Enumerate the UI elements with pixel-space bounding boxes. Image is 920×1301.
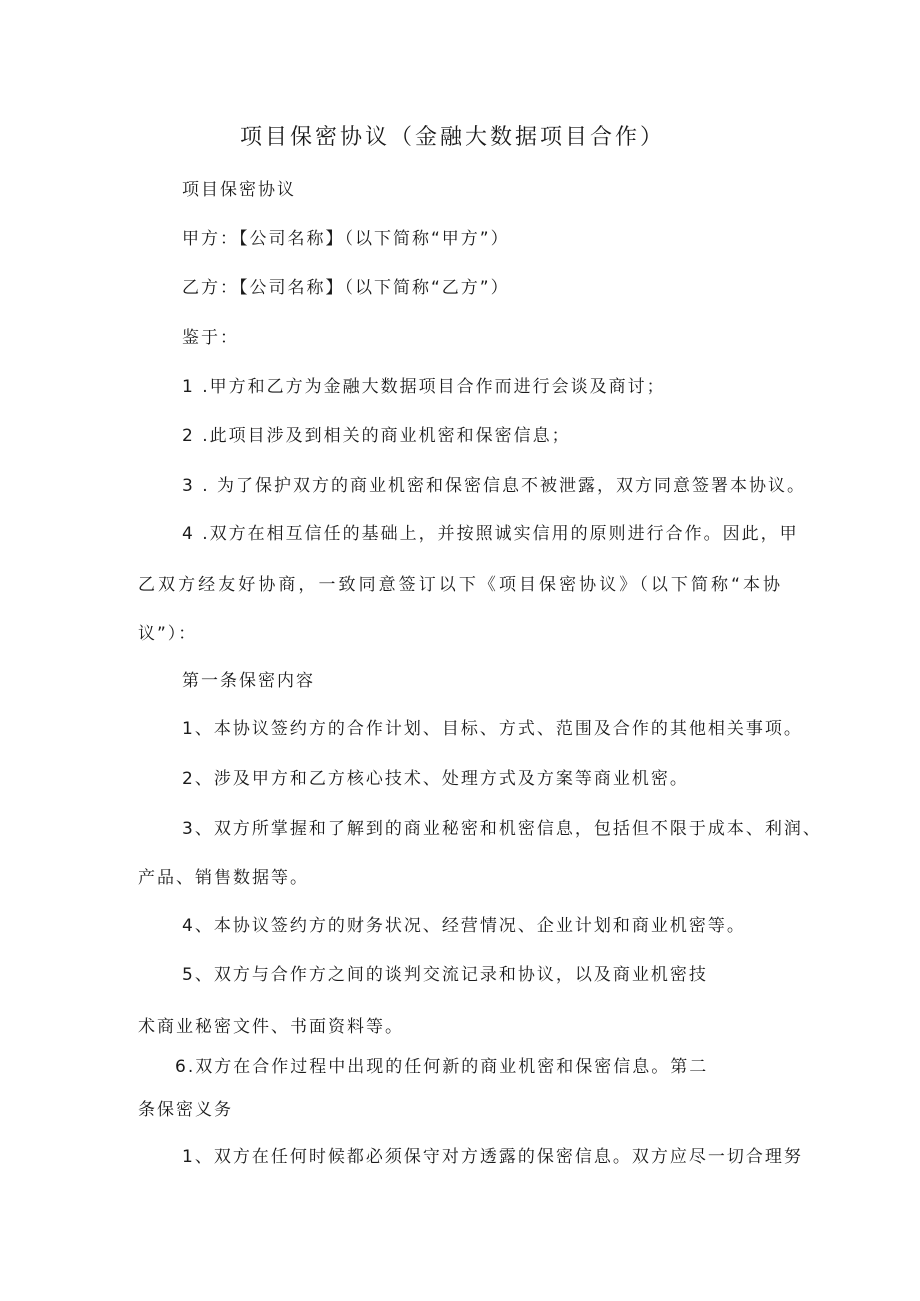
paragraph-line: 5、双方与合作方之间的谈判交流记录和协议，以及商业机密技: [182, 965, 708, 985]
paragraph-line: 产品、销售数据等。: [138, 868, 309, 888]
paragraph-line: 3、双方所掌握和了解到的商业秘密和机密信息，包括但不限于成本、利润、: [182, 819, 822, 839]
section-heading: 第一条保密内容: [182, 671, 315, 691]
document-title: 项目保密协议（金融大数据项目合作）: [240, 125, 666, 150]
paragraph-line: 4 .双方在相互信任的基础上，并按照诚实信用的原则进行合作。因此，甲: [182, 524, 799, 544]
paragraph-line: 2、涉及甲方和乙方核心技术、处理方式及方案等商业机密。: [182, 769, 689, 789]
paragraph-line: 乙方：【公司名称】（以下简称“乙方”）: [182, 278, 510, 298]
paragraph-line: 6.双方在合作过程中出现的任何新的商业机密和保密信息。第二: [175, 1057, 709, 1077]
paragraph-line: 1 .甲方和乙方为金融大数据项目合作而进行会谈及商讨；: [182, 377, 666, 397]
paragraph-line: 3 . 为了保护双方的商业机密和保密信息不被泄露，双方同意签署本协议。: [182, 476, 807, 496]
paragraph-line: 鉴于：: [182, 328, 239, 348]
paragraph-line: 乙双方经友好协商，一致同意签订以下《项目保密协议》（以下简称“本协: [138, 575, 782, 595]
paragraph-line: 甲方：【公司名称】（以下简称“甲方”）: [182, 229, 510, 249]
paragraph-line: 议”）：: [138, 624, 198, 644]
paragraph-line: 1、双方在任何时候都必须保守对方透露的保密信息。双方应尽一切合理努: [182, 1147, 803, 1167]
paragraph-line: 1、本协议签约方的合作计划、目标、方式、范围及合作的其他相关事项。: [182, 719, 803, 739]
paragraph-line: 项目保密协议: [182, 180, 296, 200]
paragraph-line: 术商业秘密文件、书面资料等。: [138, 1017, 404, 1037]
paragraph-line: 4、本协议签约方的财务状况、经营情况、企业计划和商业机密等。: [182, 916, 746, 936]
section-heading: 条保密义务: [138, 1100, 233, 1120]
paragraph-line: 2 .此项目涉及到相关的商业机密和保密信息；: [182, 426, 571, 446]
